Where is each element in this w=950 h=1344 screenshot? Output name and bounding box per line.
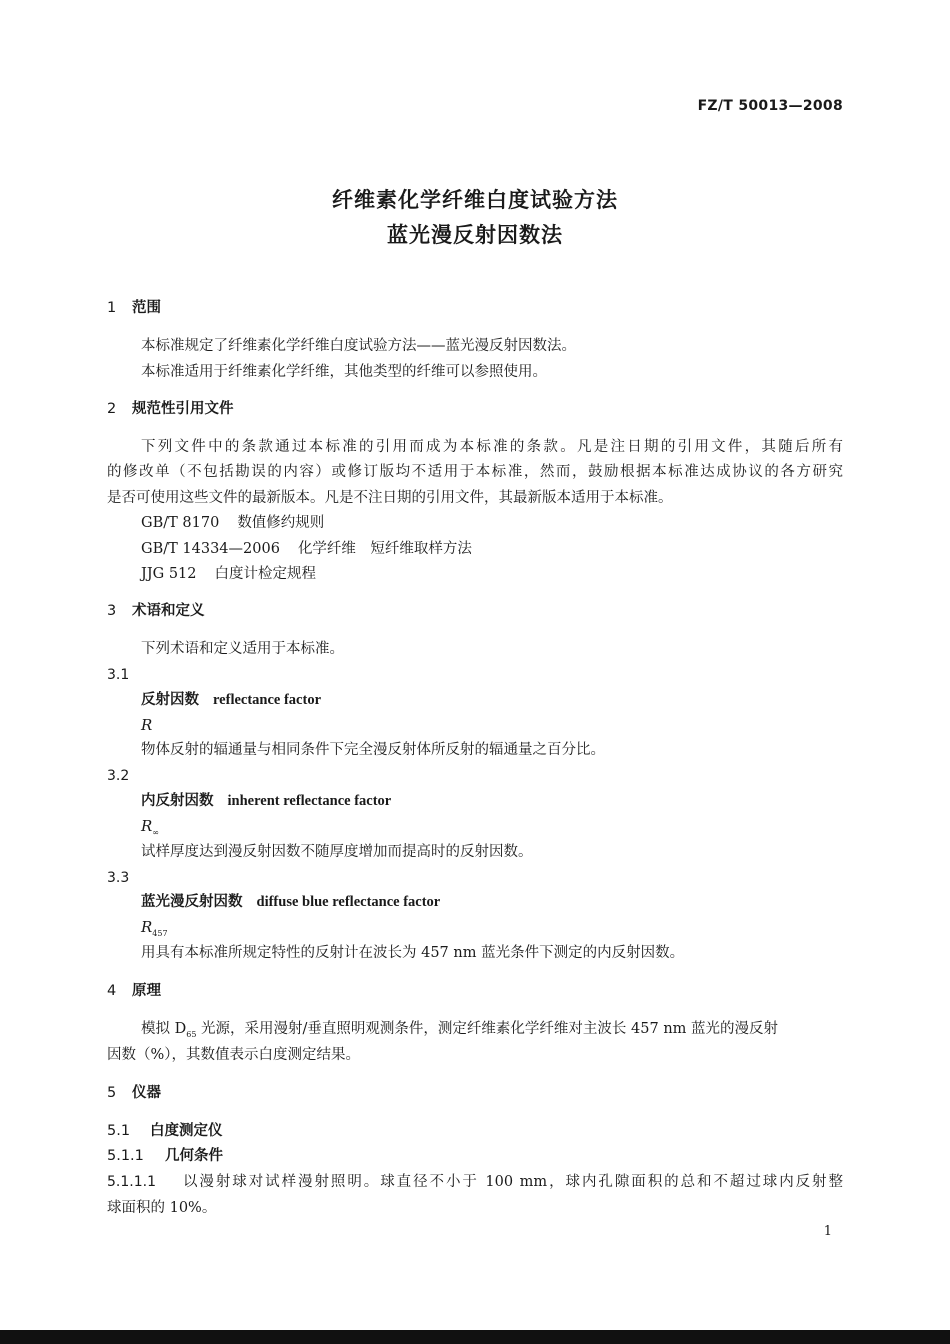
subsection-number: 5.1 (107, 1123, 131, 1139)
term-number: 3.3 (107, 870, 130, 886)
term-name (141, 690, 321, 710)
document-title-line2: 蓝光漫反射因数法 (387, 223, 563, 247)
section-1-heading (107, 298, 161, 318)
section-number: 5 (107, 1085, 117, 1101)
reference-title: 白度计检定规程 (214, 566, 316, 582)
section-4-paragraph-line-2: 因数（%），其数值表示白度测定结果。 (107, 1047, 361, 1063)
symbol-subscript: 457 (152, 929, 168, 938)
section-number: 4 (107, 983, 117, 999)
reference-code: GB/T 8170 (141, 515, 220, 531)
term-symbol (141, 816, 159, 843)
term-definition: 试样厚度达到漫反射因数不随厚度增加而提高时的反射因数。 (141, 844, 533, 860)
principle-text-part: 光源，采用漫射/垂直照明观测条件，测定纤维素化学纤维对主波长 457 nm 蓝光的漫反射 (196, 1021, 779, 1037)
subsection-title: 几何条件 (165, 1148, 223, 1164)
term-name-chinese: 反射因数 (141, 692, 199, 708)
term-definition: 物体反射的辐通量与相同条件下完全漫反射体所反射的辐通量之百分比。 (141, 742, 605, 758)
subsection-5-1-1-heading (107, 1146, 223, 1166)
standard-code: FZ/T 50013—2008 (697, 98, 843, 114)
symbol-letter: R (141, 817, 153, 835)
term-name-chinese: 蓝光漫反射因数 (141, 894, 243, 910)
page-number: 1 (823, 1224, 832, 1239)
section-1-paragraph-2: 本标准适用于纤维素化学纤维，其他类型的纤维可以参照使用。 (141, 364, 547, 380)
illuminant-subscript: 65 (186, 1029, 197, 1039)
section-2-heading (107, 399, 234, 419)
bottom-edge-bar (0, 1330, 950, 1344)
section-number: 1 (107, 300, 117, 316)
section-title: 原理 (132, 983, 161, 999)
reference-code: JJG 512 (141, 566, 197, 582)
section-5-heading (107, 1083, 161, 1103)
subsection-title: 白度测定仪 (150, 1123, 223, 1139)
reference-item (141, 513, 324, 533)
term-name-english: diffuse blue reflectance factor (256, 894, 441, 910)
symbol-letter: R (141, 918, 153, 936)
clause-5-1-1-1-line-2: 球面积的 10%。 (107, 1200, 217, 1216)
term-name (141, 791, 391, 811)
clause-5-1-1-1-line-1 (107, 1172, 843, 1192)
section-4-paragraph-line-1 (141, 1019, 778, 1045)
principle-text-part: 模拟 D (141, 1021, 187, 1037)
reference-item (141, 539, 472, 559)
symbol-subscript: ∞ (152, 828, 159, 837)
term-symbol (141, 917, 168, 944)
section-number: 2 (107, 401, 117, 417)
reference-code: GB/T 14334—2006 (141, 541, 280, 557)
document-title-line1: 纤维素化学纤维白度试验方法 (332, 188, 618, 212)
section-2-paragraph-line-1: 下列文件中的条款通过本标准的引用而成为本标准的条款。凡是注日期的引用文件，其随后所有 (141, 439, 843, 455)
section-3-heading (107, 601, 205, 621)
clause-number: 5.1.1.1 (107, 1174, 156, 1190)
term-name-chinese: 内反射因数 (141, 793, 214, 809)
section-2-paragraph-line-3: 是否可使用这些文件的最新版本。凡是不注日期的引用文件，其最新版本适用于本标准。 (107, 490, 673, 506)
reference-title: 化学纤维 短纤维取样方法 (297, 541, 472, 557)
reference-title: 数值修约规则 (237, 515, 325, 531)
section-3-intro: 下列术语和定义适用于本标准。 (141, 641, 344, 657)
subsection-5-1-heading (107, 1121, 223, 1141)
section-title: 仪器 (132, 1085, 161, 1101)
section-title: 术语和定义 (132, 603, 205, 619)
term-number: 3.2 (107, 768, 130, 784)
section-title: 范围 (132, 300, 161, 316)
term-definition: 用具有本标准所规定特性的反射计在波长为 457 nm 蓝光条件下测定的内反射因数。 (141, 945, 685, 961)
term-name-english: reflectance factor (213, 692, 322, 708)
clause-text: 以漫射球对试样漫射照明。球直径不小于 100 mm，球内孔隙面积的总和不超过球内反射整 (183, 1174, 843, 1190)
section-number: 3 (107, 603, 117, 619)
section-2-paragraph-line-2: 的修改单（不包括勘误的内容）或修订版均不适用于本标准，然而，鼓励根据本标准达成协议的各方研究 (107, 464, 843, 480)
section-4-heading (107, 981, 161, 1001)
term-number: 3.1 (107, 667, 130, 683)
term-name (141, 892, 440, 912)
section-title: 规范性引用文件 (132, 401, 234, 417)
reference-item (141, 564, 316, 584)
subsection-number: 5.1.1 (107, 1148, 144, 1164)
term-symbol (141, 715, 152, 742)
term-name-english: inherent reflectance factor (227, 793, 392, 809)
section-1-paragraph-1: 本标准规定了纤维素化学纤维白度试验方法——蓝光漫反射因数法。 (141, 338, 576, 354)
symbol-letter: R (141, 716, 153, 734)
